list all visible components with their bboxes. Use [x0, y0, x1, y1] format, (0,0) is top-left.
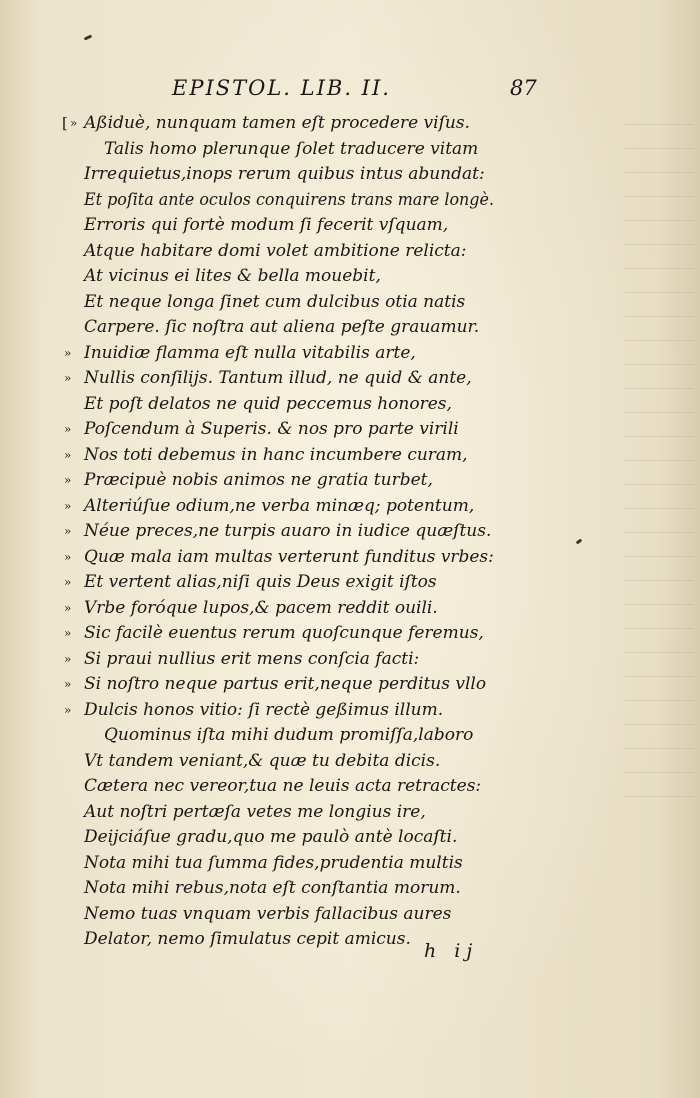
- verse-line: [64, 137, 504, 163]
- verse-text: Nota mihi rebus,nota eſt conſtantia morum.: [84, 878, 461, 898]
- verse-line: [64, 672, 504, 698]
- verse-text: Et poſita ante oculos conquirens trans mare longè.: [84, 189, 494, 210]
- quotation-mark: »: [64, 626, 72, 640]
- verse-text: Atque habitare domi volet ambitione relicta:: [84, 240, 467, 261]
- quotation-mark: »: [64, 549, 72, 564]
- verse-line: [64, 392, 504, 418]
- verse-text: Nos toti debemus in hanc incumbere curam,: [84, 444, 468, 465]
- verse-text: Alteriúſue odium,ne verba minæq; potentum,: [84, 495, 475, 516]
- quotation-mark: »: [64, 447, 72, 462]
- quotation-mark: »: [70, 116, 78, 130]
- verse-line: [64, 774, 504, 800]
- signature-mark: h ij: [424, 940, 479, 962]
- verse-text: At vicinus ei lites & bella mouebit,: [84, 266, 381, 286]
- verse-text: Aut noſtri pertæſa vetes me longius ire,: [84, 801, 426, 822]
- verse-line: [64, 264, 504, 290]
- verse-text: Carpere. ſic noſtra aut aliena peſte grauamur.: [84, 317, 480, 337]
- verse-line: [64, 468, 504, 494]
- verse-line: [64, 876, 504, 902]
- verse-text: Et vertent alias,niſi quis Deus exigit iſtos: [84, 572, 437, 592]
- verse-text: Quominus iſta mihi dudum promiſſa,laboro: [104, 725, 474, 745]
- quotation-mark: »: [64, 422, 72, 436]
- verse-line: [64, 545, 504, 571]
- verse-line: [64, 315, 504, 341]
- verse-line: [64, 749, 504, 775]
- verse-text: Si praui nullius erit mens conſcia facti:: [84, 648, 420, 669]
- verse-text: Vt tandem veniant,& quæ tu debita dicis.: [84, 750, 441, 771]
- verse-line: [64, 723, 504, 749]
- verse-line: [64, 111, 504, 137]
- verse-text: Erroris qui fortè modum ſi fecerit vſquam,: [84, 215, 449, 235]
- verse-line: [64, 800, 504, 826]
- verse-text: Deijciáſue gradu,quo me paulò antè locaſti.: [84, 827, 458, 847]
- verse-text: Néue preces,ne turpis auaro in iudice quæſtus.: [84, 521, 492, 541]
- verse-text: Quæ mala iam multas verterunt funditus vrbes:: [84, 546, 494, 567]
- verse-line: [64, 417, 504, 443]
- verse-line: [64, 188, 504, 214]
- page-number: 87: [510, 76, 537, 100]
- verse-line: [64, 825, 504, 851]
- verse-line: [64, 596, 504, 622]
- quotation-mark: »: [64, 575, 72, 589]
- verse-text: Talis homo plerunque ſolet traducere vitam: [104, 138, 479, 159]
- verse-text: Nemo tuas vnquam verbis fallacibus aures: [84, 903, 452, 924]
- verse-line: [64, 366, 504, 392]
- verse-text: Inuidiæ flamma eſt nulla vitabilis arte,: [84, 342, 416, 363]
- verse-line: [64, 494, 504, 520]
- ink-speck: [576, 539, 583, 545]
- running-title: EPISTOL. LIB. II.: [172, 76, 391, 100]
- ink-speck: [84, 34, 93, 40]
- margin-bracket: [: [62, 114, 68, 132]
- verse-text: Poſcendum à Superis. & nos pro parte virili: [84, 419, 459, 439]
- verse-text: Nota mihi tua ſumma fides,prudentia multis: [84, 852, 463, 873]
- quotation-mark: »: [64, 473, 72, 487]
- quotation-mark: »: [64, 677, 72, 691]
- verse-line: [64, 213, 504, 239]
- verse-text: Cætera nec vereor,tua ne leuis acta retractes:: [84, 776, 482, 796]
- verse-text: Præcipuè nobis animos ne gratia turbet,: [84, 470, 433, 490]
- quotation-mark: »: [64, 524, 72, 538]
- verse-line: [64, 341, 504, 367]
- quotation-mark: »: [64, 345, 72, 360]
- verse-text: Vrbe foróque lupos,& pacem reddit ouili.: [84, 597, 438, 618]
- verse-line: [64, 647, 504, 673]
- verse-block: [64, 111, 504, 953]
- running-header: [0, 76, 700, 106]
- quotation-mark: »: [64, 498, 72, 513]
- verse-line: [64, 290, 504, 316]
- verse-line: [64, 570, 504, 596]
- verse-text: Delator, nemo ſimulatus cepit amicus.: [84, 929, 411, 949]
- verse-text: Et neque longa ſinet cum dulcibus otia natis: [84, 291, 466, 312]
- quotation-mark: »: [64, 600, 72, 615]
- quotation-mark: »: [64, 371, 72, 385]
- verse-line: [64, 851, 504, 877]
- verse-line: [64, 621, 504, 647]
- quotation-mark: »: [64, 702, 72, 717]
- verse-text: Aßiduè, nunquam tamen eſt procedere viſus.: [84, 113, 470, 133]
- verse-text: Sic facilè euentus rerum quoſcunque feremus,: [84, 623, 484, 643]
- verse-line: [64, 239, 504, 265]
- verse-text: Et poſt delatos ne quid peccemus honores,: [84, 393, 452, 414]
- verse-line: [64, 443, 504, 469]
- verse-text: Si noſtro neque partus erit,neque perditus vllo: [84, 674, 487, 694]
- verse-line: [64, 902, 504, 928]
- verse-line: [64, 519, 504, 545]
- verse-text: Nullis conſilijs. Tantum illud, ne quid & ante,: [84, 368, 472, 388]
- verse-text: Irrequietus,inops rerum quibus intus abundat:: [84, 164, 485, 184]
- verse-line: [64, 162, 504, 188]
- quotation-mark: »: [64, 651, 72, 666]
- verse-line: [64, 698, 504, 724]
- verse-text: Dulcis honos vitio: ſi rectè geßimus illum.: [84, 699, 444, 720]
- show-through-text: [624, 110, 694, 810]
